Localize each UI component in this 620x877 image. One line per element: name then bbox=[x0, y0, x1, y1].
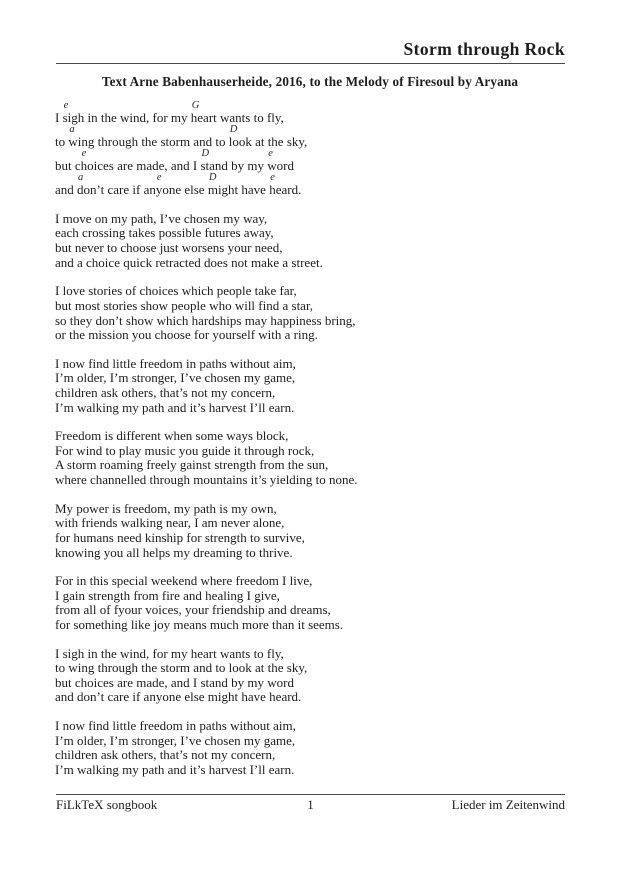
lyric-text: I now find little freedom in paths without aim, bbox=[55, 718, 296, 734]
page-footer bbox=[56, 794, 565, 812]
lyric-line bbox=[55, 546, 358, 561]
lyric-line bbox=[55, 401, 358, 416]
song-attribution: Text Arne Babenhauserheide, 2016, to the Melody of Firesoul by Aryana bbox=[101, 74, 519, 89]
lyric-segment bbox=[55, 733, 295, 748]
lyric-segment bbox=[55, 530, 305, 545]
lyric-text: I’m older, I’m stronger, I’ve chosen my game, bbox=[55, 732, 296, 748]
lyric-line bbox=[55, 256, 358, 271]
lyric-line bbox=[55, 241, 358, 256]
chord-label: e bbox=[63, 99, 69, 111]
lyric-segment bbox=[55, 472, 358, 487]
lyric-line bbox=[55, 226, 358, 241]
lyric-line bbox=[55, 386, 358, 401]
lyric-segment bbox=[55, 747, 275, 762]
lyric-segment bbox=[55, 370, 295, 385]
lyric-segment bbox=[55, 283, 297, 298]
lyric-text: For wind to play music you guide it through rock, bbox=[55, 442, 315, 458]
lyric-segment bbox=[55, 443, 314, 458]
lyric-text: from all of fyour voices, your friendship and dreams, bbox=[55, 602, 331, 618]
lyric-text: I gain strength from fire and healing I give, bbox=[55, 587, 280, 603]
lyric-text: I love stories of choices which people take far, bbox=[55, 283, 297, 299]
lyric-segment bbox=[55, 110, 63, 125]
stanza bbox=[55, 574, 358, 632]
lyric-segment bbox=[55, 158, 81, 173]
lyric-text: and don’t care if anyone else might have heard. bbox=[55, 689, 302, 705]
lyric-segment bbox=[55, 515, 284, 530]
lyric-line bbox=[55, 299, 358, 314]
lyric-text: I’m walking my path and it’s harvest I’ll earn. bbox=[55, 761, 295, 777]
lyric-line bbox=[55, 661, 358, 676]
lyric-text: wing through the storm and to bbox=[68, 133, 229, 149]
lyric-segment bbox=[55, 134, 68, 149]
lyric-text: so they don’t show which hardships may happiness bring, bbox=[55, 312, 356, 328]
song-title: Storm through Rock bbox=[403, 39, 565, 59]
lyric-text: yone else bbox=[155, 182, 208, 198]
lyric-segment bbox=[55, 675, 294, 690]
stanza bbox=[55, 357, 358, 415]
lyric-line bbox=[55, 690, 358, 705]
lyric-line bbox=[55, 603, 358, 618]
chord-label: e bbox=[270, 172, 275, 184]
lyric-segment bbox=[55, 588, 280, 603]
lyric-segment bbox=[55, 182, 77, 197]
lyric-segment bbox=[55, 573, 312, 588]
lyric-text: heard. bbox=[269, 182, 302, 198]
lyric-text: might have bbox=[207, 182, 270, 198]
lyric-line bbox=[55, 473, 358, 488]
lyric-line bbox=[55, 429, 358, 444]
lyric-segment bbox=[55, 689, 301, 704]
lyric-text: and a choice quick retracted does not make a street. bbox=[55, 254, 323, 270]
lyric-text: but never to choose just worsens your need, bbox=[55, 240, 283, 256]
lyric-segment bbox=[55, 225, 274, 240]
stanza bbox=[55, 647, 358, 705]
lyric-line bbox=[55, 516, 358, 531]
lyric-segment bbox=[55, 327, 318, 342]
lyric-text: children ask others, that’s not my concern, bbox=[55, 747, 276, 763]
lyric-segment bbox=[80, 147, 201, 173]
stanza bbox=[55, 429, 358, 487]
lyric-text: don’t care if an bbox=[77, 182, 156, 198]
chord-label: e bbox=[81, 147, 87, 159]
chord-label: a bbox=[78, 172, 84, 184]
lyric-text: and bbox=[55, 182, 78, 198]
footer-songbook-name: FiLkTeX songbook bbox=[56, 797, 158, 812]
lyric-segment bbox=[55, 313, 356, 328]
lyric-segment bbox=[55, 602, 331, 617]
stanza bbox=[55, 212, 358, 270]
lyric-text: heart wants to fly, bbox=[190, 109, 284, 125]
lyric-line bbox=[55, 618, 358, 633]
lyric-segment bbox=[200, 147, 268, 173]
lyric-segment bbox=[269, 172, 302, 198]
page-header bbox=[56, 40, 565, 64]
lyric-text: but c bbox=[55, 157, 81, 173]
lyric-text: look at the sky, bbox=[228, 133, 308, 149]
lyric-text: I’m walking my path and it’s harvest I’ll earn. bbox=[55, 399, 295, 415]
lyric-text: for humans need kinship for strength to survive, bbox=[55, 529, 305, 545]
lyric-segment bbox=[55, 400, 294, 415]
lyric-text: to wing through the storm and to look at the sky, bbox=[55, 660, 308, 676]
lyric-segment bbox=[55, 356, 296, 371]
lyric-text: I now find little freedom in paths without aim, bbox=[55, 355, 296, 371]
lyric-segment bbox=[55, 211, 267, 226]
lyric-line bbox=[55, 371, 358, 386]
lyric-segment bbox=[55, 646, 284, 661]
footer-collection-name: Lieder im Zeitenwind bbox=[451, 797, 565, 812]
lyric-line bbox=[55, 748, 358, 763]
lyric-text: word bbox=[267, 157, 295, 173]
lyric-segment bbox=[267, 147, 295, 173]
lyric-segment bbox=[55, 428, 288, 443]
lyric-text: but choices are made, and I stand by my word bbox=[55, 674, 294, 690]
lyric-text: sigh in the wind, for my bbox=[62, 109, 191, 125]
chord-label: e bbox=[156, 172, 162, 184]
stanza bbox=[55, 284, 358, 342]
chord-label: G bbox=[191, 99, 200, 111]
lyric-segment bbox=[55, 298, 313, 313]
lyric-text: I bbox=[55, 109, 63, 125]
lyric-text: children ask others, that’s not my concern, bbox=[55, 384, 276, 400]
chord-label: D bbox=[208, 172, 217, 184]
chord-label: a bbox=[69, 123, 75, 135]
lyric-text: to bbox=[55, 133, 69, 149]
lyric-segment bbox=[68, 123, 229, 149]
lyric-text: My power is freedom, my path is my own, bbox=[55, 500, 277, 516]
lyric-line bbox=[55, 174, 358, 198]
lyric-text: I move on my path, I’ve chosen my way, bbox=[55, 210, 268, 226]
lyric-segment bbox=[55, 501, 277, 516]
lyric-line bbox=[55, 763, 358, 778]
chord-label: D bbox=[229, 123, 238, 135]
lyric-text: I’m older, I’m stronger, I’ve chosen my game, bbox=[55, 370, 296, 386]
stanza bbox=[55, 502, 358, 560]
lyric-segment bbox=[55, 617, 343, 632]
lyric-segment bbox=[55, 545, 293, 560]
chord-label: e bbox=[268, 147, 273, 159]
footer-row bbox=[56, 797, 565, 812]
lyric-line bbox=[55, 458, 358, 473]
lyric-text: where channelled through mountains it’s yielding to none. bbox=[55, 472, 358, 488]
lyric-segment bbox=[207, 172, 270, 198]
lyric-text: I sigh in the wind, for my heart wants to fly, bbox=[55, 645, 284, 661]
footer-page-number: 1 bbox=[307, 797, 314, 812]
lyric-line bbox=[55, 328, 358, 343]
lyric-text: each crossing takes possible futures away, bbox=[55, 225, 274, 241]
lyric-line bbox=[55, 284, 358, 299]
lyric-segment bbox=[77, 172, 156, 198]
lyric-text: A storm roaming freely gainst strength from the sun, bbox=[55, 457, 329, 473]
stanza bbox=[55, 101, 358, 198]
lyric-text: hoices are made, and I bbox=[80, 157, 201, 173]
lyric-line bbox=[55, 101, 358, 125]
lyric-segment bbox=[55, 660, 307, 675]
lyric-text: knowing you all helps my dreaming to thrive. bbox=[55, 544, 293, 560]
lyric-segment bbox=[55, 718, 296, 733]
lyric-text: for something like joy means much more than it seems. bbox=[55, 616, 344, 632]
lyric-line bbox=[55, 125, 358, 149]
lyric-segment bbox=[55, 457, 328, 472]
lyric-line bbox=[55, 531, 358, 546]
lyric-segment bbox=[55, 240, 282, 255]
lyric-line bbox=[55, 574, 358, 589]
song-lyrics bbox=[55, 101, 358, 792]
lyric-segment bbox=[228, 123, 308, 149]
lyric-line bbox=[55, 314, 358, 329]
lyric-line bbox=[55, 149, 358, 173]
lyric-text: or the mission you choose for yourself with a ring. bbox=[55, 327, 318, 343]
lyric-segment bbox=[190, 99, 284, 125]
lyric-text: but most stories show people who will find a star, bbox=[55, 297, 314, 313]
stanza bbox=[55, 719, 358, 777]
lyric-text: with friends walking near, I am never alone, bbox=[55, 515, 285, 531]
lyric-line bbox=[55, 719, 358, 734]
lyric-text: stand by my bbox=[200, 157, 268, 173]
lyric-text: Freedom is different when some ways block, bbox=[55, 428, 289, 444]
lyric-segment bbox=[62, 99, 191, 125]
lyric-segment bbox=[155, 172, 208, 198]
chord-label: D bbox=[201, 147, 210, 159]
lyric-text: For in this special weekend where freedom I live, bbox=[55, 573, 313, 589]
lyric-segment bbox=[55, 385, 275, 400]
lyric-segment bbox=[55, 762, 294, 777]
lyric-segment bbox=[55, 255, 323, 270]
